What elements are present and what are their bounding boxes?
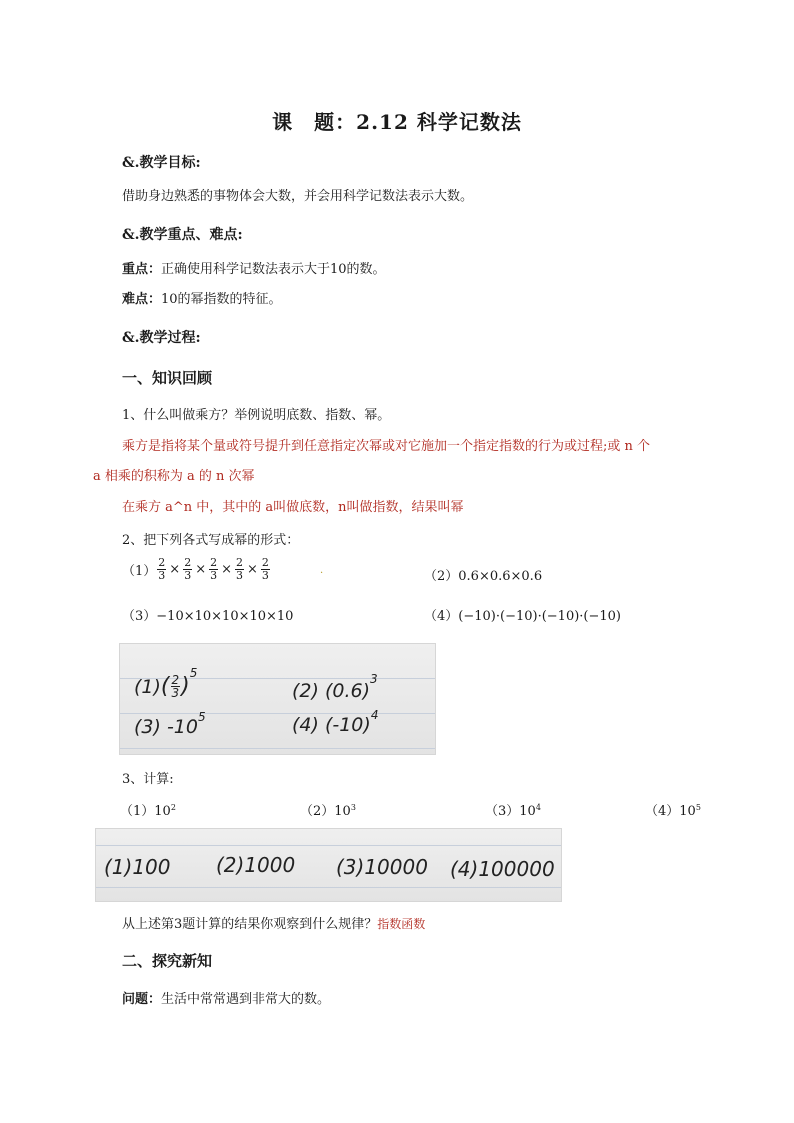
fraction: $\frac{2}{3}$ bbox=[158, 556, 166, 582]
fraction: $\frac{2}{3}$ bbox=[261, 556, 269, 582]
fraction: $\frac{2}{3}$ bbox=[184, 556, 192, 582]
section1-heading: 一、知识回顾 bbox=[122, 369, 213, 387]
times-sign: × bbox=[169, 562, 181, 577]
difficulty-line bbox=[122, 288, 282, 307]
handwritten-calc-photo bbox=[95, 828, 562, 902]
problem-label: 问题： bbox=[122, 992, 162, 1007]
exercise-4-expr: (−10)·(−10)·(−10)·(−10) bbox=[458, 609, 621, 624]
difficulty-text: 10的幂指数的特征。 bbox=[161, 292, 282, 307]
question-3: 3、计算: bbox=[122, 772, 174, 787]
calc-answer-4: (4)100000 bbox=[450, 857, 555, 881]
exercise-3 bbox=[122, 605, 293, 624]
question-1: 1、什么叫做乘方？举例说明底数、指数、幂。 bbox=[122, 408, 391, 423]
exercise-2-expr: 0.6×0.6×0.6 bbox=[458, 569, 543, 584]
question-2: 2、把下列各式写成幂的形式： bbox=[122, 533, 300, 548]
focus-text: 正确使用科学记数法表示大于10的数。 bbox=[161, 262, 386, 277]
pattern-question: 从上述第3题计算的结果你观察到什么规律？ bbox=[122, 917, 378, 932]
stray-mark: · bbox=[320, 568, 324, 579]
exercise-3-expr: −10×10×10×10×10 bbox=[156, 609, 294, 624]
calc-1: $(1)10^2$ bbox=[120, 803, 176, 819]
calc-answer-1: (1)100 bbox=[104, 855, 171, 879]
page-title: 课 题：2.12 科学记数法 bbox=[272, 110, 522, 134]
section2-heading: 二、探究新知 bbox=[122, 952, 213, 970]
times-sign: × bbox=[221, 562, 232, 577]
calc-answer-3: (3)10000 bbox=[336, 855, 428, 879]
definition-line-3: 在乘方 a^n 中，其中的 a叫做底数，n叫做指数，结果叫幂 bbox=[122, 500, 464, 515]
calc-3: $(3)10^4$ bbox=[485, 803, 541, 819]
fraction: $\frac{2}{3}$ bbox=[236, 556, 243, 582]
process-heading: &.教学过程: bbox=[122, 330, 201, 346]
exercise-1-label: （1） bbox=[122, 564, 157, 579]
difficulty-label: 难点： bbox=[122, 292, 162, 307]
exercise-2 bbox=[424, 565, 542, 584]
exercise-1 bbox=[122, 557, 271, 582]
focus-label: 重点： bbox=[122, 262, 162, 277]
answer-1: (1) ( $\frac{2}{3}$ ) 5 bbox=[134, 665, 198, 700]
key-points-heading: &.教学重点、难点: bbox=[122, 227, 243, 243]
definition-line-1: 乘方是指将某个量或符号提升到任意指定次幂或对它施加一个指定指数的行为或过程;或 n 个 bbox=[122, 439, 651, 454]
objectives-text: 借助身边熟悉的事物体会大数，并会用科学记数法表示大数。 bbox=[122, 189, 474, 204]
focus-line bbox=[122, 258, 386, 277]
handwritten-answers-photo bbox=[119, 643, 436, 755]
times-sign: × bbox=[195, 562, 207, 577]
pattern-line bbox=[122, 913, 425, 932]
calc-4: $(4)10^5$ bbox=[645, 803, 701, 819]
times-sign: × bbox=[247, 562, 258, 577]
calc-answer-2: (2)1000 bbox=[216, 853, 296, 877]
objectives-heading: &.教学目标: bbox=[122, 155, 201, 171]
exercise-2-label: （2） bbox=[424, 569, 459, 584]
problem-line bbox=[122, 988, 330, 1007]
exercise-4 bbox=[424, 605, 621, 624]
problem-text: 生活中常常遇到非常大的数。 bbox=[161, 992, 331, 1007]
answer-3: (3) $-10^5$ bbox=[134, 710, 206, 738]
answer-4: (4) $(-10)^4$ bbox=[292, 708, 379, 736]
pattern-answer: 指数函数 bbox=[377, 917, 426, 931]
exercise-4-label: （4） bbox=[424, 609, 459, 624]
calc-2: $(2)10^3$ bbox=[300, 803, 356, 819]
fraction: $\frac{2}{3}$ bbox=[210, 556, 218, 582]
definition-line-2: a 相乘的积称为 a 的 n 次幂 bbox=[93, 469, 255, 484]
answer-2: (2) $(0.6)^3$ bbox=[292, 672, 378, 702]
exercise-3-label: （3） bbox=[122, 609, 157, 624]
